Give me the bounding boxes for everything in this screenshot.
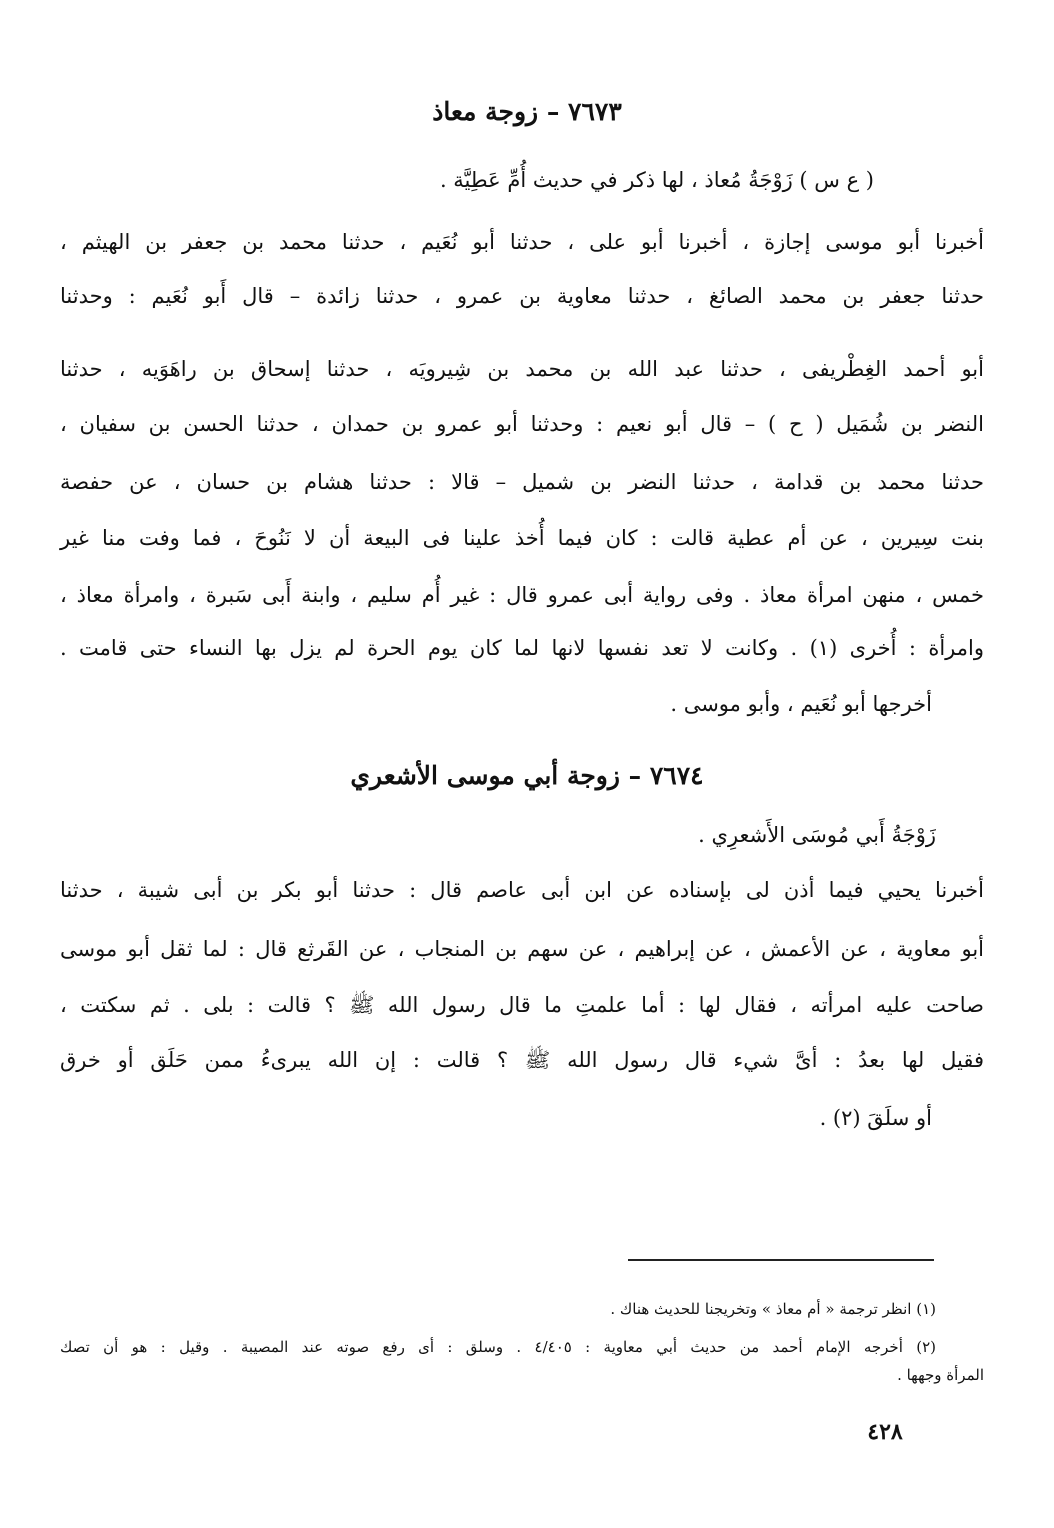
body-line: حدثنا محمد بن قدامة ، حدثنا النضر بن شميل – قالا : حدثنا هشام بن حسان ، عن حفصة [60,470,984,494]
body-line: حدثنا جعفر بن محمد الصائغ ، حدثنا معاوية بن عمرو ، حدثنا زائدة – قال أَبو نُعَيم : وحدثنا [60,284,984,308]
entry-heading-7674: ٧٦٧٤ – زوجة أبي موسى الأشعري [350,761,704,790]
body-line: فقيل لها بعدُ : أىَّ شيء قال رسول الله ﷺ ؟ قالت : إن الله يبرىءُ ممن حَلَق أو خرق [60,1048,984,1072]
body-line: أبو أحمد الغِطْريفى ، حدثنا عبد الله بن محمد بن شِيرويَه ، حدثنا إسحاق بن راهَوَيه ، حدثنا [60,357,984,381]
entry-intro-7673: ( ع س ) زَوْجَةُ مُعاذ ، لها ذكر في حديث أُمِّ عَطِيَّة . [439,168,874,192]
body-line: وامرأة : أُخرى (١) . وكانت لا تعد نفسها لانها لما كان يوم الحرة لم يزل بها النساء حتى قامت . [60,636,984,660]
body-line: أخبرنا يحيي فيما أذن لى بإسناده عن ابن أبى عاصم قال : حدثنا أبو بكر بن أبى شيبة ، حدثنا [60,878,984,902]
body-line: النضر بن شُمَيل ( ح ) – قال أبو نعيم : وحدثنا أبو عمرو بن حمدان ، حدثنا الحسن بن سفيان ، [60,412,984,436]
body-line: صاحت عليه امرأته ، فقال لها : أما علمتِ ما قال رسول الله ﷺ ؟ قالت : بلى . ثم سكتت ، [60,993,984,1017]
footnote-2-line-2: المرأة وجهها . [897,1366,984,1384]
body-line: أخبرنا أبو موسى إجازة ، أخبرنا أبو على ، حدثنا أبو نُعَيم ، حدثنا محمد بن جعفر بن الهيثم ، [60,230,984,254]
body-line: خمس ، منهن امرأة معاذ . وفى رواية أبى عمرو قال : غير أُم سليم ، وابنة أَبى سَبرة ، وامرأة معاذ ، [60,583,984,607]
entry-closing-7673: أخرجها أبو نُعَيم ، وأبو موسى . [670,692,932,716]
footnote-1: (١) انظر ترجمة « أم معاذ » وتخريجنا للحديث هناك . [610,1300,936,1318]
body-line: بنت سِيرين ، عن أم عطية قالت : كان فيما أُخذ علينا فى البيعة أن لا نَنُوحَ ، فما وفت منا غير [60,526,984,550]
entry-closing-7674: أو سلَقَ (٢) . [819,1106,932,1130]
footnote-2-line-1: (٢) أخرجه الإمام أحمد من حديث أبي معاوية : ٤/٤٠٥ . وسلق : أى رفع صوته عند المصيبة . وقيل : هو أن تصك [60,1338,936,1356]
entry-heading-7673: ٧٦٧٣ – زوجة معاذ [432,97,622,126]
footnote-divider [628,1259,934,1261]
entry-intro-7674: زَوْجَةُ أَبي مُوسَى الأَشعرِي . [698,823,936,847]
body-line: أبو معاوية ، عن الأعمش ، عن إبراهيم ، عن سهم بن المنجاب ، عن القَرثع قال : لما ثقل أبو موسى [60,937,984,961]
page-number: ٤٢٨ [867,1419,903,1445]
